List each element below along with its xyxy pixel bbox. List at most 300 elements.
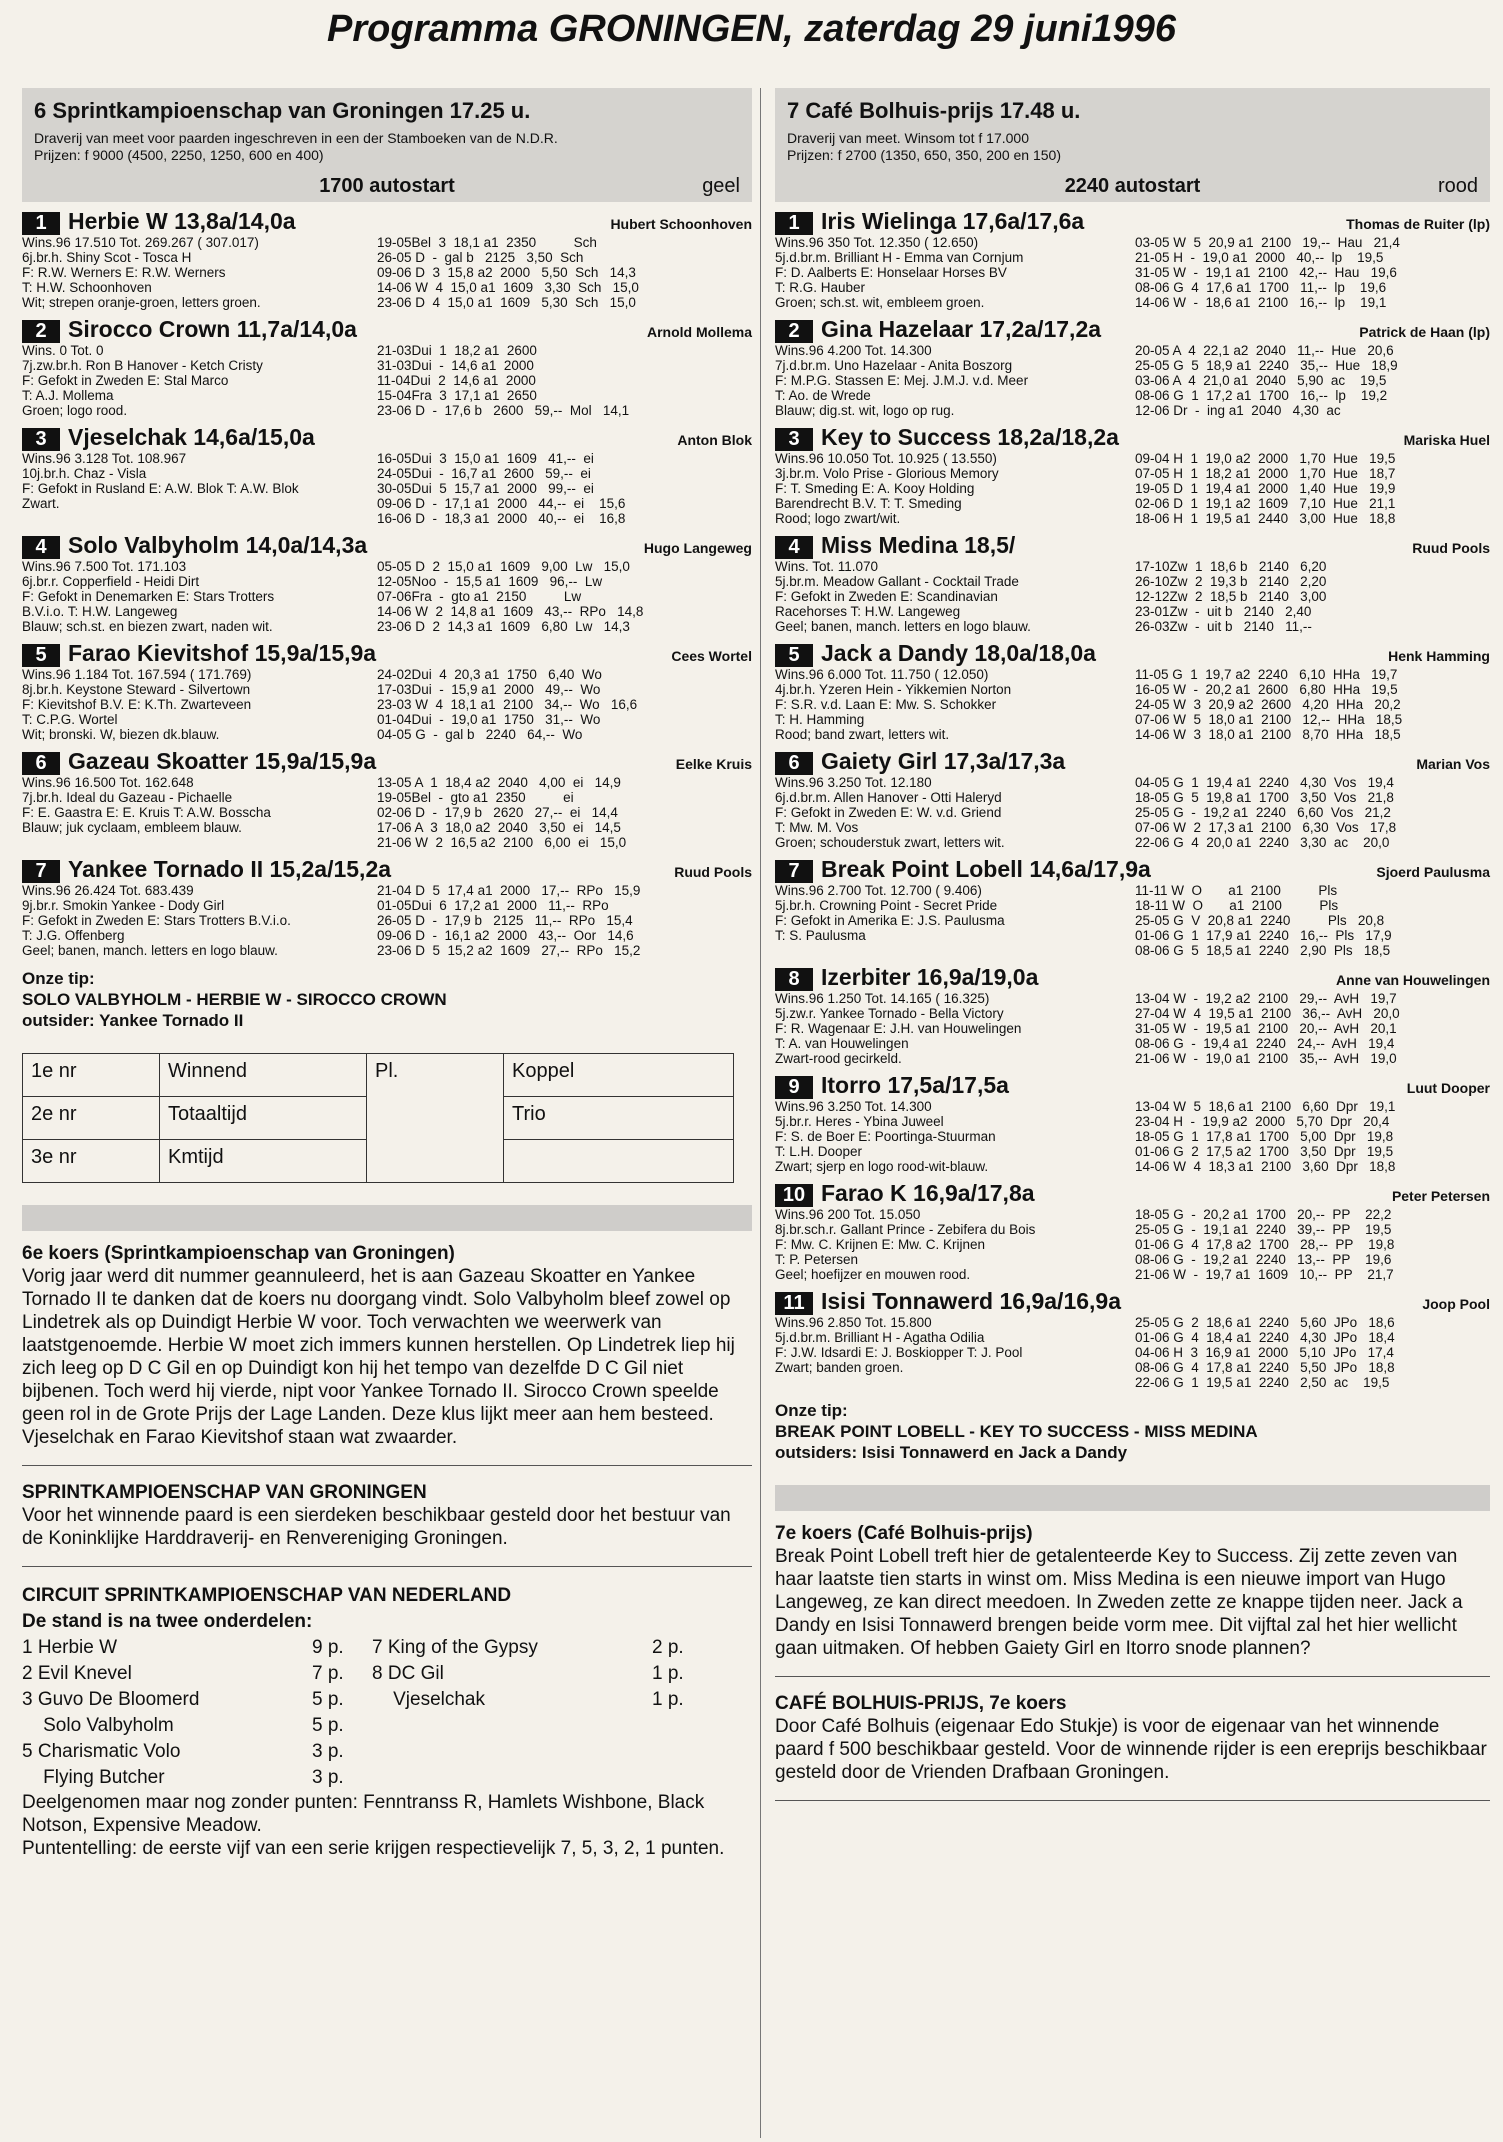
horse-number: 4 <box>775 536 813 559</box>
horse-info <box>22 775 377 850</box>
horse-number: 5 <box>22 644 60 667</box>
standing-name: Solo Valbyholm <box>22 1715 174 1736</box>
horse-info-line: F: R.W. Werners E: R.W. Werners <box>22 265 226 280</box>
article-race6-text: Vorig jaar werd dit nummer geannuleerd, het is aan Gazeau Skoatter en Yankee Tornado II te danken dat de koers nu doorgang vindt. Solo Valbyholm bleef zowel op Lindetrek als op Duindigt Herbie W voor. Toch verwachten we weerwerk van laatstgenoemde. Herbie W moet zich immers kunnen herstellen. Op Lindetrek liep hij zich leeg op D C Gil en op Duindigt kon hij het tempo van dezelfde D C Gil niet bijbenen. Toch werd hij vierde, nipt voor Yankee Tornado II. Sirocco Crown speelde geen rol in de Grote Prijs der Lage Landen. Deze klus lijkt meer aan hem besteed. Vjeselchak en Farao Kievitshof staan wat zwaarder. <box>22 1266 735 1448</box>
separator-band <box>22 1205 752 1231</box>
horse-details <box>22 451 752 526</box>
horse-info-line: Blauw; sch.st. en biezen zwart, naden wit. <box>22 619 273 634</box>
horse-info-line: Wins.96 1.250 Tot. 14.165 ( 16.325) <box>775 991 990 1006</box>
horse-driver: Ruud Pools <box>674 864 752 880</box>
horse-performances <box>1135 235 1490 310</box>
horse-info-line: 5j.zw.r. Yankee Tornado - Bella Victory <box>775 1006 1004 1021</box>
horse-info-line: Wins. 0 Tot. 0 <box>22 343 104 358</box>
horse-info-line: Blauw; dig.st. wit, logo op rug. <box>775 403 955 418</box>
horse-entry <box>775 748 1490 850</box>
horse-performance-line: 07-05 H 1 18,2 a1 2000 1,70 Hue 18,7 <box>1135 466 1396 481</box>
horse-driver: Joop Pool <box>1422 1296 1490 1312</box>
horse-info-line: 9j.br.r. Smokin Yankee - Dody Girl <box>22 898 225 913</box>
horse-performance-line: 19-05 D 1 19,4 a1 2000 1,40 Hue 19,9 <box>1135 481 1396 496</box>
horse-driver: Hugo Langeweg <box>643 540 752 556</box>
horse-info-line: Blauw; juk cyclaam, embleem blauw. <box>22 820 242 835</box>
horse-name: Gaiety Girl 17,3a/17,3a <box>821 748 1066 774</box>
horse-info-line: 8j.br.sch.r. Gallant Prince - Zebifera du Bois <box>775 1222 1036 1237</box>
horse-entry <box>22 208 752 310</box>
result-first: 1e nr <box>23 1054 160 1097</box>
horse-info-line: T: Ao. de Wrede <box>775 388 871 403</box>
race6-prizes: Prijzen: f 9000 (4500, 2250, 1250, 600 en 400) <box>34 147 324 163</box>
horse-info <box>22 343 377 418</box>
horse-performance-line: 11-05 G 1 19,7 a2 2240 6,10 HHa 19,7 <box>1135 667 1398 682</box>
horse-info-line: F: Gefokt in Zweden E: Stal Marco <box>22 373 229 388</box>
horse-driver: Cees Wortel <box>671 648 752 664</box>
horse-details <box>775 1099 1490 1174</box>
result-kmtijd: Kmtijd <box>160 1140 367 1183</box>
horse-info-line: T: C.P.G. Wortel <box>22 712 118 727</box>
horse-performance-line: 08-06 G - 19,4 a1 2240 24,-- AvH 19,4 <box>1135 1036 1395 1051</box>
horse-info-line: F: Gefokt in Zweden E: Stars Trotters B.V.i.o. <box>22 913 291 928</box>
race7-distance: 2240 autostart <box>1064 175 1201 197</box>
standing-name: 5 Charismatic Volo <box>22 1741 181 1762</box>
article-race7 <box>775 1523 1490 1660</box>
horse-info-line: Zwart-rood gecirkeld. <box>775 1051 902 1066</box>
horse-name: Solo Valbyholm 14,0a/14,3a <box>68 532 368 558</box>
horse-entry <box>775 964 1490 1066</box>
article-race6 <box>22 1243 752 1449</box>
horse-performance-line: 17-10Zw 1 18,6 b 2140 6,20 <box>1135 559 1327 574</box>
horse-performance-line: 21-06 W - 19,0 a1 2100 35,-- AvH 19,0 <box>1135 1051 1397 1066</box>
horse-info-line: Geel; hoefijzer en mouwen rood. <box>775 1267 971 1282</box>
standing-name: Flying Butcher <box>22 1767 165 1788</box>
horse-performance-line: 21-03Dui 1 18,2 a1 2600 <box>377 343 537 358</box>
horse-info-line: Wins.96 3.250 Tot. 14.300 <box>775 1099 932 1114</box>
horse-info-line: F: E. Gaastra E: E. Kruis T: A.W. Bosscha <box>22 805 271 820</box>
horse-driver: Mariska Huel <box>1403 432 1490 448</box>
horse-info <box>775 775 1135 850</box>
horse-details <box>775 1315 1490 1390</box>
result-winnend: Winnend <box>160 1054 367 1097</box>
horse-performance-line: 09-06 D - 17,1 a1 2000 44,-- ei 15,6 <box>377 496 626 511</box>
result-table <box>22 1053 734 1183</box>
horse-info-line: F: Gefokt in Amerika E: J.S. Paulusma <box>775 913 1005 928</box>
horse-entry <box>775 316 1490 418</box>
horse-entry <box>775 1288 1490 1390</box>
standing-points: 1 p. <box>652 1689 684 1710</box>
horse-performances <box>1135 1315 1490 1390</box>
horse-info <box>775 667 1135 742</box>
horse-performance-line: 01-06 G 1 17,9 a1 2240 16,-- Pls 17,9 <box>1135 928 1392 943</box>
horse-performance-line: 21-06 W - 19,7 a1 1609 10,-- PP 21,7 <box>1135 1267 1394 1282</box>
circuit-subtitle: De stand is na twee onderdelen: <box>22 1611 313 1632</box>
horse-number: 11 <box>775 1292 813 1315</box>
standing-name: 1 Herbie W <box>22 1637 118 1658</box>
race6-conditions: Draverij van meet voor paarden ingeschreven in een der Stamboeken van de N.D.R. <box>34 130 558 146</box>
horse-details <box>775 991 1490 1066</box>
horse-info-line: F: T. Smeding E: A. Kooy Holding <box>775 481 975 496</box>
horse-info-line: T: Mw. M. Vos <box>775 820 859 835</box>
horse-performance-line: 30-05Dui 5 15,7 a1 2000 99,-- ei <box>377 481 594 496</box>
horse-info-line: F: M.P.G. Stassen E: Mej. J.M.J. v.d. Meer <box>775 373 1029 388</box>
horse-performance-line: 08-06 G 4 17,6 a1 1700 11,-- lp 19,6 <box>1135 280 1387 295</box>
horse-performance-line: 02-06 D 1 19,1 a2 1609 7,10 Hue 21,1 <box>1135 496 1396 511</box>
standing-name: 2 Evil Knevel <box>22 1663 132 1684</box>
standing-empty <box>372 1765 652 1791</box>
horse-performances <box>377 667 752 742</box>
horse-info-line: Wins.96 16.500 Tot. 162.648 <box>22 775 194 790</box>
horse-name: Jack a Dandy 18,0a/18,0a <box>821 640 1096 666</box>
horse-driver: Ruud Pools <box>1412 540 1490 556</box>
horse-entry <box>22 856 752 958</box>
horse-performance-line: 11-11 W O a1 2100 Pls <box>1135 883 1338 898</box>
horse-number: 6 <box>22 752 60 775</box>
horse-info-line: 4j.br.h. Yzeren Hein - Yikkemien Norton <box>775 682 1012 697</box>
horse-info <box>775 1207 1135 1282</box>
article-sprint <box>22 1482 752 1550</box>
horse-performance-line: 18-05 G 1 17,8 a1 1700 5,00 Dpr 19,8 <box>1135 1129 1394 1144</box>
horse-performance-line: 14-06 W 2 14,8 a1 1609 43,-- RPo 14,8 <box>377 604 644 619</box>
horse-info-line: B.V.i.o. T: H.W. Langeweg <box>22 604 178 619</box>
horse-name: Sirocco Crown 11,7a/14,0a <box>68 316 357 342</box>
horse-name: Gina Hazelaar 17,2a/17,2a <box>821 316 1102 342</box>
horse-performance-line: 25-05 G 5 18,9 a1 2240 35,-- Hue 18,9 <box>1135 358 1398 373</box>
horse-info-line: F: Gefokt in Denemarken E: Stars Trotters <box>22 589 275 604</box>
horse-info-line: 10j.br.h. Chaz - Visla <box>22 466 147 481</box>
horse-performance-line: 24-05 W 3 20,9 a2 2600 4,20 HHa 20,2 <box>1135 697 1401 712</box>
horse-header <box>22 208 752 235</box>
horse-performances <box>1135 559 1490 634</box>
race6-color: geel <box>702 175 740 197</box>
standing-empty <box>372 1739 652 1765</box>
horse-performance-line: 04-05 G 1 19,4 a1 2240 4,30 Vos 19,4 <box>1135 775 1394 790</box>
race7-outsider: outsiders: Isisi Tonnawerd en Jack a Dandy <box>775 1443 1128 1462</box>
standing-empty <box>652 1713 712 1739</box>
horse-driver: Hubert Schoonhoven <box>610 216 752 232</box>
horse-info <box>22 883 377 958</box>
horse-info-line: 7j.zw.br.h. Ron B Hanover - Ketch Cristy <box>22 358 263 373</box>
horse-performance-line: 15-04Fra 3 17,1 a1 2650 <box>377 388 537 403</box>
horse-details <box>775 667 1490 742</box>
race6-tip-label: Onze tip: <box>22 969 95 988</box>
horse-info-line: Wins.96 10.050 Tot. 10.925 ( 13.550) <box>775 451 997 466</box>
horse-info-line: Wins.96 3.128 Tot. 108.967 <box>22 451 187 466</box>
horse-performance-line: 18-05 G - 20,2 a1 1700 20,-- PP 22,2 <box>1135 1207 1392 1222</box>
horse-entry <box>775 640 1490 742</box>
horse-performance-line: 01-06 G 2 17,5 a2 1700 3,50 Dpr 19,5 <box>1135 1144 1394 1159</box>
horse-info-line: T: H.W. Schoonhoven <box>22 280 152 295</box>
horse-info <box>775 991 1135 1066</box>
horse-info-line: F: Mw. C. Krijnen E: Mw. C. Krijnen <box>775 1237 986 1252</box>
horse-info-line: Geel; banen, manch. letters en logo blauw. <box>775 619 1031 634</box>
horse-info-line: 7j.br.h. Ideal du Gazeau - Pichaelle <box>22 790 233 805</box>
horse-entry <box>775 1072 1490 1174</box>
horse-performance-line: 20-05 A 4 22,1 a2 2040 11,-- Hue 20,6 <box>1135 343 1394 358</box>
horse-driver: Sjoerd Paulusma <box>1376 864 1490 880</box>
horse-details <box>775 559 1490 634</box>
horse-details <box>22 235 752 310</box>
horse-header <box>22 532 752 559</box>
horse-info-line: Wins.96 2.850 Tot. 15.800 <box>775 1315 932 1330</box>
horse-entry <box>22 640 752 742</box>
horse-number: 1 <box>22 212 60 235</box>
horse-performance-line: 13-04 W 5 18,6 a1 2100 6,60 Dpr 19,1 <box>1135 1099 1396 1114</box>
horse-info-line: 6j.br.h. Shiny Scot - Tosca H <box>22 250 192 265</box>
horse-info-line: Wins.96 350 Tot. 12.350 ( 12.650) <box>775 235 979 250</box>
race6-distance: 1700 autostart <box>319 175 455 197</box>
horse-name: Isisi Tonnawerd 16,9a/16,9a <box>821 1288 1121 1314</box>
horse-info-line: T: S. Paulusma <box>775 928 866 943</box>
horse-name: Yankee Tornado II 15,2a/15,2a <box>68 856 392 882</box>
horse-performance-line: 23-06 D - 17,6 b 2600 59,-- Mol 14,1 <box>377 403 630 418</box>
horse-performance-line: 07-06 W 2 17,3 a1 2100 6,30 Vos 17,8 <box>1135 820 1397 835</box>
result-third: 3e nr <box>23 1140 160 1183</box>
horse-driver: Patrick de Haan (lp) <box>1359 324 1490 340</box>
horse-driver: Arnold Mollema <box>646 324 752 340</box>
horse-performance-line: 09-06 D - 16,1 a2 2000 43,-- Oor 14,6 <box>377 928 634 943</box>
horse-header <box>775 532 1490 559</box>
horse-performance-line: 25-05 G V 20,8 a1 2240 Pls 20,8 <box>1135 913 1385 928</box>
horse-number: 8 <box>775 968 813 991</box>
horse-performance-line: 23-06 D 5 15,2 a2 1609 27,-- RPo 15,2 <box>377 943 641 958</box>
article-bolhuis-text: Door Café Bolhuis (eigenaar Edo Stukje) is voor de eigenaar van het winnende paard f 500 beschikbaar gesteld. Voor de winnende rijder is een ereprijs beschikbaar gesteld door de Vrienden Drafbaan Groningen. <box>775 1716 1487 1783</box>
horse-info-line: Zwart; banden groen. <box>775 1360 904 1375</box>
horse-info-line: Rood; logo zwart/wit. <box>775 511 901 526</box>
horse-info-line: F: R. Wagenaar E: J.H. van Houwelingen <box>775 1021 1022 1036</box>
horse-performance-line: 09-06 D 3 15,8 a2 2000 5,50 Sch 14,3 <box>377 265 636 280</box>
horse-header <box>775 316 1490 343</box>
horse-info-line: 5j.br.h. Crowning Point - Secret Pride <box>775 898 998 913</box>
result-koppel: Koppel <box>504 1054 734 1097</box>
separator-band-right <box>775 1485 1490 1511</box>
horse-performance-line: 04-06 H 3 16,9 a1 2000 5,10 JPo 17,4 <box>1135 1345 1394 1360</box>
horse-info-line: 6j.d.br.m. Allen Hanover - Otti Haleryd <box>775 790 1002 805</box>
horse-performance-line: 12-06 Dr - ing a1 2040 4,30 ac <box>1135 403 1341 418</box>
article-race7-title: 7e koers (Café Bolhuis-prijs) <box>775 1523 1033 1544</box>
standing-points: 5 p. <box>312 1689 344 1710</box>
horse-details <box>22 883 752 958</box>
article-sprint-text: Voor het winnende paard is een sierdeken beschikbaar gesteld door het bestuur van de Koninklijke Harddraverij- en Renvereniging Groningen. <box>22 1505 731 1549</box>
horse-performances <box>1135 883 1490 958</box>
horse-performance-line: 13-05 A 1 18,4 a2 2040 4,00 ei 14,9 <box>377 775 621 790</box>
rule-2 <box>22 1566 752 1567</box>
horse-performance-line: 09-04 H 1 19,0 a2 2000 1,70 Hue 19,5 <box>1135 451 1396 466</box>
horse-info-line: T: A.J. Mollema <box>22 388 114 403</box>
horse-info-line: Geel; banen, manch. letters en logo blauw. <box>22 943 278 958</box>
horse-info-line: F: Gefokt in Zweden E: W. v.d. Griend <box>775 805 1002 820</box>
standing-name: 8 DC Gil <box>372 1663 444 1684</box>
race6-title: 6 Sprintkampioenschap van Groningen 17.25 u. <box>34 98 531 123</box>
horse-performance-line: 25-05 G 2 18,6 a1 2240 5,60 JPo 18,6 <box>1135 1315 1395 1330</box>
horse-details <box>775 883 1490 958</box>
left-column <box>22 88 752 1860</box>
horse-details <box>775 775 1490 850</box>
horse-performance-line: 26-05 D - 17,9 b 2125 11,-- RPo 15,4 <box>377 913 633 928</box>
horse-number: 2 <box>22 320 60 343</box>
horse-info-line: T: P. Petersen <box>775 1252 859 1267</box>
race7-tip-label: Onze tip: <box>775 1401 848 1420</box>
horse-info-line: Wins.96 2.700 Tot. 12.700 ( 9.406) <box>775 883 982 898</box>
article-bolhuis-title: CAFÉ BOLHUIS-PRIJS, 7e koers <box>775 1693 1067 1714</box>
horse-performance-line: 22-06 G 1 19,5 a1 2240 2,50 ac 19,5 <box>1135 1375 1390 1390</box>
horse-entry <box>22 748 752 850</box>
horse-performance-line: 16-05Dui 3 15,0 a1 1609 41,-- ei <box>377 451 594 466</box>
standing-points: 1 p. <box>652 1663 684 1684</box>
horse-entry <box>22 424 752 526</box>
horse-info <box>775 1315 1135 1390</box>
horse-info-line: Barendrecht B.V. T: T. Smeding <box>775 496 962 511</box>
rule-1 <box>22 1465 752 1466</box>
result-second: 2e nr <box>23 1097 160 1140</box>
horse-name: Herbie W 13,8a/14,0a <box>68 208 296 234</box>
horse-number: 9 <box>775 1076 813 1099</box>
horse-header <box>22 640 752 667</box>
standing-points: 7 p. <box>312 1663 344 1684</box>
article-bolhuis <box>775 1693 1490 1784</box>
horse-performance-line: 31-05 W - 19,1 a1 2100 42,-- Hau 19,6 <box>1135 265 1397 280</box>
standing-points: 9 p. <box>312 1637 344 1658</box>
horse-performance-line: 24-05Dui - 16,7 a1 2600 59,-- ei <box>377 466 591 481</box>
race6-header <box>22 88 752 202</box>
result-trio: Trio <box>504 1097 734 1140</box>
race7-horse-list <box>775 208 1490 1390</box>
circuit-note2: Puntentelling: de eerste vijf van een serie krijgen respectievelijk 7, 5, 3, 2, 1 punten. <box>22 1838 725 1859</box>
horse-driver: Luut Dooper <box>1406 1080 1490 1096</box>
horse-performances <box>1135 775 1490 850</box>
horse-performance-line: 14-06 W 3 18,0 a1 2100 8,70 HHa 18,5 <box>1135 727 1401 742</box>
horse-performance-line: 27-04 W 4 19,5 a1 2100 36,-- AvH 20,0 <box>1135 1006 1400 1021</box>
horse-performances <box>377 451 752 526</box>
horse-name: Farao K 16,9a/17,8a <box>821 1180 1035 1206</box>
horse-performances <box>1135 667 1490 742</box>
race6-tip <box>22 968 752 1031</box>
horse-info-line: F: Gefokt in Rusland E: A.W. Blok T: A.W. Blok <box>22 481 299 496</box>
horse-performance-line: 25-05 G - 19,1 a1 2240 39,-- PP 19,5 <box>1135 1222 1392 1237</box>
race7-title: 7 Café Bolhuis-prijs 17.48 u. <box>787 98 1081 123</box>
horse-performances <box>377 883 752 958</box>
race6-tip-text: SOLO VALBYHOLM - HERBIE W - SIROCCO CROWN <box>22 990 447 1009</box>
standing-name: Vjeselchak <box>372 1689 485 1710</box>
horse-header <box>775 640 1490 667</box>
horse-info-line: Wins. Tot. 11.070 <box>775 559 879 574</box>
horse-name: Break Point Lobell 14,6a/17,9a <box>821 856 1151 882</box>
race7-conditions: Draverij van meet. Winsom tot f 17.000 <box>787 130 1029 146</box>
horse-info-line: 5j.d.br.m. Brilliant H - Agatha Odilia <box>775 1330 985 1345</box>
horse-info-line: 5j.d.br.m. Brilliant H - Emma van Cornjum <box>775 250 1024 265</box>
rule-4 <box>775 1800 1490 1801</box>
horse-header <box>775 1180 1490 1207</box>
horse-performance-line: 31-05 W - 19,5 a1 2100 20,-- AvH 20,1 <box>1135 1021 1397 1036</box>
horse-header <box>775 1072 1490 1099</box>
horse-performance-line: 14-06 W - 18,6 a1 2100 16,-- lp 19,1 <box>1135 295 1387 310</box>
horse-performance-line: 21-05 H - 19,0 a1 2000 40,-- lp 19,5 <box>1135 250 1384 265</box>
standing-empty <box>652 1765 712 1791</box>
horse-details <box>775 235 1490 310</box>
horse-entry <box>775 856 1490 958</box>
horse-driver: Anne van Houwelingen <box>1335 972 1490 988</box>
horse-performance-line: 08-06 G 1 17,2 a1 1700 16,-- lp 19,2 <box>1135 388 1388 403</box>
horse-performance-line: 16-05 W - 20,2 a1 2600 6,80 HHa 19,5 <box>1135 682 1398 697</box>
horse-info <box>22 451 377 526</box>
horse-performance-line: 03-06 A 4 21,0 a1 2040 5,90 ac 19,5 <box>1135 373 1387 388</box>
horse-performance-line: 08-06 G 5 18,5 a1 2240 2,90 Pls 18,5 <box>1135 943 1391 958</box>
horse-performances <box>377 559 752 634</box>
horse-name: Vjeselchak 14,6a/15,0a <box>68 424 315 450</box>
horse-info-line: Wins.96 26.424 Tot. 683.439 <box>22 883 194 898</box>
article-sprint-title: SPRINTKAMPIOENSCHAP VAN GRONINGEN <box>22 1482 427 1503</box>
horse-performance-line: 05-05 D 2 15,0 a1 1609 9,00 Lw 15,0 <box>377 559 630 574</box>
horse-details <box>775 1207 1490 1282</box>
article-circuit <box>22 1583 752 1860</box>
horse-info <box>22 667 377 742</box>
horse-details <box>22 775 752 850</box>
horse-number: 2 <box>775 320 813 343</box>
horse-header <box>22 316 752 343</box>
standing-name: 3 Guvo De Bloomerd <box>22 1689 200 1710</box>
horse-performance-line: 26-03Zw - uit b 2140 11,-- <box>1135 619 1312 634</box>
horse-performance-line: 23-06 D 2 14,3 a1 1609 6,80 Lw 14,3 <box>377 619 630 634</box>
horse-info-line: Wins.96 17.510 Tot. 269.267 ( 307.017) <box>22 235 259 250</box>
horse-info-line: T: H. Hamming <box>775 712 865 727</box>
horse-number: 1 <box>775 212 813 235</box>
horse-info-line: T: A. van Houwelingen <box>775 1036 909 1051</box>
horse-number: 10 <box>775 1184 813 1207</box>
horse-number: 6 <box>775 752 813 775</box>
horse-info-line: T: L.H. Dooper <box>775 1144 863 1159</box>
horse-performance-line: 13-04 W - 19,2 a2 2100 29,-- AvH 19,7 <box>1135 991 1397 1006</box>
horse-performance-line: 25-05 G - 19,2 a1 2240 6,60 Vos 21,2 <box>1135 805 1391 820</box>
horse-entry <box>775 208 1490 310</box>
horse-performance-line: 22-06 G 4 20,0 a1 2240 3,30 ac 20,0 <box>1135 835 1390 850</box>
horse-performance-line: 21-04 D 5 17,4 a1 2000 17,-- RPo 15,9 <box>377 883 641 898</box>
horse-performances <box>1135 991 1490 1066</box>
horse-performance-line: 23-03 W 4 18,1 a1 2100 34,-- Wo 16,6 <box>377 697 638 712</box>
horse-performance-line: 19-05Bel 3 18,1 a1 2350 Sch <box>377 235 597 250</box>
result-pl: Pl. <box>367 1054 504 1183</box>
horse-info <box>775 1099 1135 1174</box>
horse-performance-line: 23-04 H - 19,9 a2 2000 5,70 Dpr 20,4 <box>1135 1114 1390 1129</box>
horse-info <box>775 559 1135 634</box>
standing-name: 7 King of the Gypsy <box>372 1637 538 1658</box>
horse-info-line: Groen; logo rood. <box>22 403 128 418</box>
horse-performance-line: 14-06 W 4 18,3 a1 2100 3,60 Dpr 18,8 <box>1135 1159 1396 1174</box>
horse-header <box>775 424 1490 451</box>
horse-driver: Henk Hamming <box>1388 648 1490 664</box>
horse-info-line: Zwart; sjerp en logo rood-wit-blauw. <box>775 1159 989 1174</box>
horse-performance-line: 24-02Dui 4 20,3 a1 1750 6,40 Wo <box>377 667 602 682</box>
horse-number: 3 <box>775 428 813 451</box>
result-totaaltijd: Totaaltijd <box>160 1097 367 1140</box>
horse-info-line: Wins.96 200 Tot. 15.050 <box>775 1207 921 1222</box>
horse-info-line: 6j.br.r. Copperfield - Heidi Dirt <box>22 574 200 589</box>
race7-prizes: Prijzen: f 2700 (1350, 650, 350, 200 en 150) <box>787 147 1061 163</box>
horse-details <box>22 559 752 634</box>
horse-header <box>22 748 752 775</box>
race7-tip-text: BREAK POINT LOBELL - KEY TO SUCCESS - MISS MEDINA <box>775 1422 1258 1441</box>
horse-performance-line: 02-06 D - 17,9 b 2620 27,-- ei 14,4 <box>377 805 618 820</box>
horse-header <box>775 1288 1490 1315</box>
horse-info <box>22 235 377 310</box>
horse-info-line: F: Gefokt in Zweden E: Scandinavian <box>775 589 998 604</box>
horse-header <box>22 424 752 451</box>
horse-performance-line: 11-04Dui 2 14,6 a1 2000 <box>377 373 536 388</box>
horse-header <box>775 208 1490 235</box>
horse-entry <box>775 424 1490 526</box>
horse-info-line: F: S. de Boer E: Poortinga-Stuurman <box>775 1129 996 1144</box>
page-title: Programma GRONINGEN, zaterdag 29 juni1996 <box>327 8 1176 50</box>
horse-performance-line: 01-06 G 4 17,8 a2 1700 28,-- PP 19,8 <box>1135 1237 1395 1252</box>
race7-color: rood <box>1437 175 1478 197</box>
right-column <box>775 88 1490 1817</box>
horse-info <box>775 235 1135 310</box>
horse-entry <box>775 1180 1490 1282</box>
